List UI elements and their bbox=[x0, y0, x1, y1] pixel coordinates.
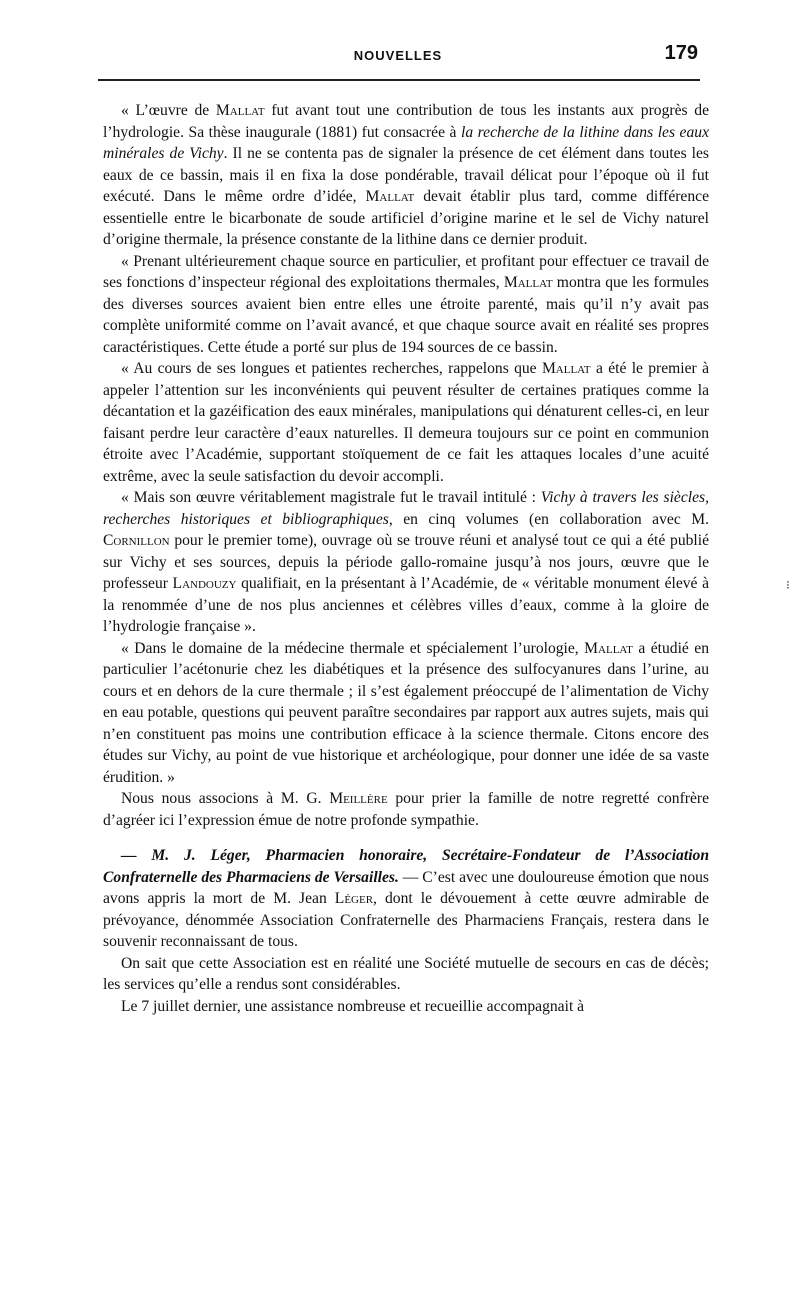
person-name: Mallat bbox=[584, 639, 633, 657]
page-header bbox=[98, 38, 698, 78]
person-name: Mallat bbox=[215, 102, 265, 119]
person-name: Landouzy bbox=[172, 575, 237, 592]
text-run: , en cinq volumes (en collaboration avec M. bbox=[388, 510, 709, 528]
paragraph bbox=[103, 100, 709, 251]
text-run: pour le premier tome), ouvrage où se trouve réuni et analysé tout ce qui a été publié sur Vichy et ses sources, depuis la période gallo-romaine jusqu’à nos jours, œuvre que le professeur bbox=[103, 532, 709, 592]
article-body bbox=[103, 100, 709, 1017]
paragraph bbox=[103, 953, 709, 996]
text-run: Le 7 juillet dernier, une assistance nombreuse et recueillie accompagnait à bbox=[121, 997, 585, 1015]
text-run: On sait que cette Association est en réalité une Société mutuelle de secours en cas de décès; les services qu’elle a rendus sont considérables. bbox=[103, 954, 709, 993]
italic-title: Vichy à travers les siècles, recherches historiques et bibliographiques bbox=[103, 489, 709, 528]
text-run: , dont le dévouement à cette œuvre admirable de prévoyance, dénommée Association Confraternelle des Pharmaciens Français, restera dans le souvenir reconnaissant de tous. bbox=[103, 890, 709, 950]
obituary-section-paragraph bbox=[103, 845, 709, 953]
paragraph bbox=[103, 358, 709, 487]
italic-title: la recherche de la lithine dans les eaux minérales de Vichy bbox=[103, 123, 709, 162]
text-run: « Mais son œuvre véritablement magistrale fut le travail intitulé : bbox=[121, 489, 541, 506]
text-run: devait établir plus tard, comme différence essentielle entre le bicarbonate de soude artificiel d’origine marine et le sel de Vichy naturel d’origine thermale, la présence constante de la lithine dans ce dernier produit. bbox=[103, 188, 709, 248]
text-run: « L’œuvre de bbox=[121, 102, 216, 119]
person-name: Mallat bbox=[541, 360, 591, 377]
person-name: Léger bbox=[334, 890, 374, 907]
text-run: qualifiait, en la présentant à l’Académie, de « véritable monument élevé à la renommée d’une de nos plus anciennes et célèbres villes d’eaux, comme à la gloire de l’hydrologie française ». bbox=[103, 575, 709, 635]
paragraph bbox=[103, 788, 709, 831]
section-heading: — M. J. Léger, Pharmacien honoraire, Secrétaire-Fondateur de l’Association Confraternelle des Pharmaciens de Versailles. bbox=[103, 847, 709, 886]
paragraph bbox=[103, 487, 709, 638]
paragraph bbox=[103, 251, 709, 359]
page-number: 179 bbox=[664, 42, 698, 64]
text-run: — C’est avec une douloureuse émotion que nous avons appris la mort de M. Jean bbox=[103, 868, 709, 907]
text-run: « Au cours de ses longues et patientes recherches, rappelons que bbox=[121, 360, 542, 377]
person-name: Cornillon bbox=[103, 532, 170, 549]
text-run: « Dans le domaine de la médecine thermale et spécialement l’urologie, bbox=[121, 639, 585, 657]
text-run: pour prier la famille de notre regretté confrère d’agréer ici l’expression émue de notre profonde sympathie. bbox=[103, 790, 710, 829]
text-run: fut avant tout une contribution de tous les instants aux progrès de l’hydrologie. Sa thèse inaugurale (1881) fut consacrée à bbox=[103, 102, 709, 141]
text-run: a été le premier à appeler l’attention sur les inconvénients qui peuvent résulter de certaines pratiques comme la décantation et la gazéification des eaux minérales, manipulations qui dénaturent celles-ci, en leur faisant perdre leur caractère d’eaux naturelles. Il demeura toujours sur ce point en communion étroite avec l’Académie, supportant stoïquement de ce fait les attaques locales d’une acuité extrême, avec la seule satisfaction du devoir accompli. bbox=[103, 360, 709, 485]
paragraph bbox=[103, 996, 709, 1018]
margin-mark: ⁝ bbox=[786, 578, 790, 592]
text-run: . Il ne se contenta pas de signaler la présence de cet élément dans toutes les eaux de ce bassin, mais il en fixa la dose pondérable, travail délicat pour l’époque où il fut exécuté. Dans le même ordre d’idée, bbox=[103, 145, 709, 205]
text-run: Nous nous associons à M. G. bbox=[121, 790, 330, 807]
text-run: « Prenant ultérieurement chaque source en particulier, et profitant pour effectuer ce travail de ses fonctions d’inspecteur régional des exploitations thermales, bbox=[103, 252, 709, 291]
paragraph bbox=[103, 638, 709, 789]
person-name: Meillère bbox=[329, 790, 388, 807]
person-name: Mallat bbox=[503, 274, 553, 291]
text-run: montra que les formules des diverses sources avaient bien entre elles une étroite parenté, mais qu’il n’y avait pas complète uniformité comme on l’avait avancé, et que chaque source avait en réalité ses propres caractéristiques. Cette étude a porté sur plus de 194 sources de ce bassin. bbox=[103, 274, 709, 356]
running-title: NOUVELLES bbox=[353, 48, 443, 63]
text-run: a étudié en particulier l’acétonurie chez les diabétiques et la présence des sulfocyanures dans l’urine, au cours et en dehors de la cure thermale ; il s’est également préoccupé de l’alimentation de Vichy en eau potable, questions qui peuvent paraître secondaires par rapport aux autres sujets, mais qui n’en constituent pas moins une contribution efficace à la science thermale. Citons encore des études sur Vichy, au point de vue historique et archéologique, pour donner une idée de sa vaste érudition. » bbox=[103, 639, 709, 786]
person-name: Mallat bbox=[365, 188, 415, 205]
header-rule bbox=[98, 79, 700, 81]
